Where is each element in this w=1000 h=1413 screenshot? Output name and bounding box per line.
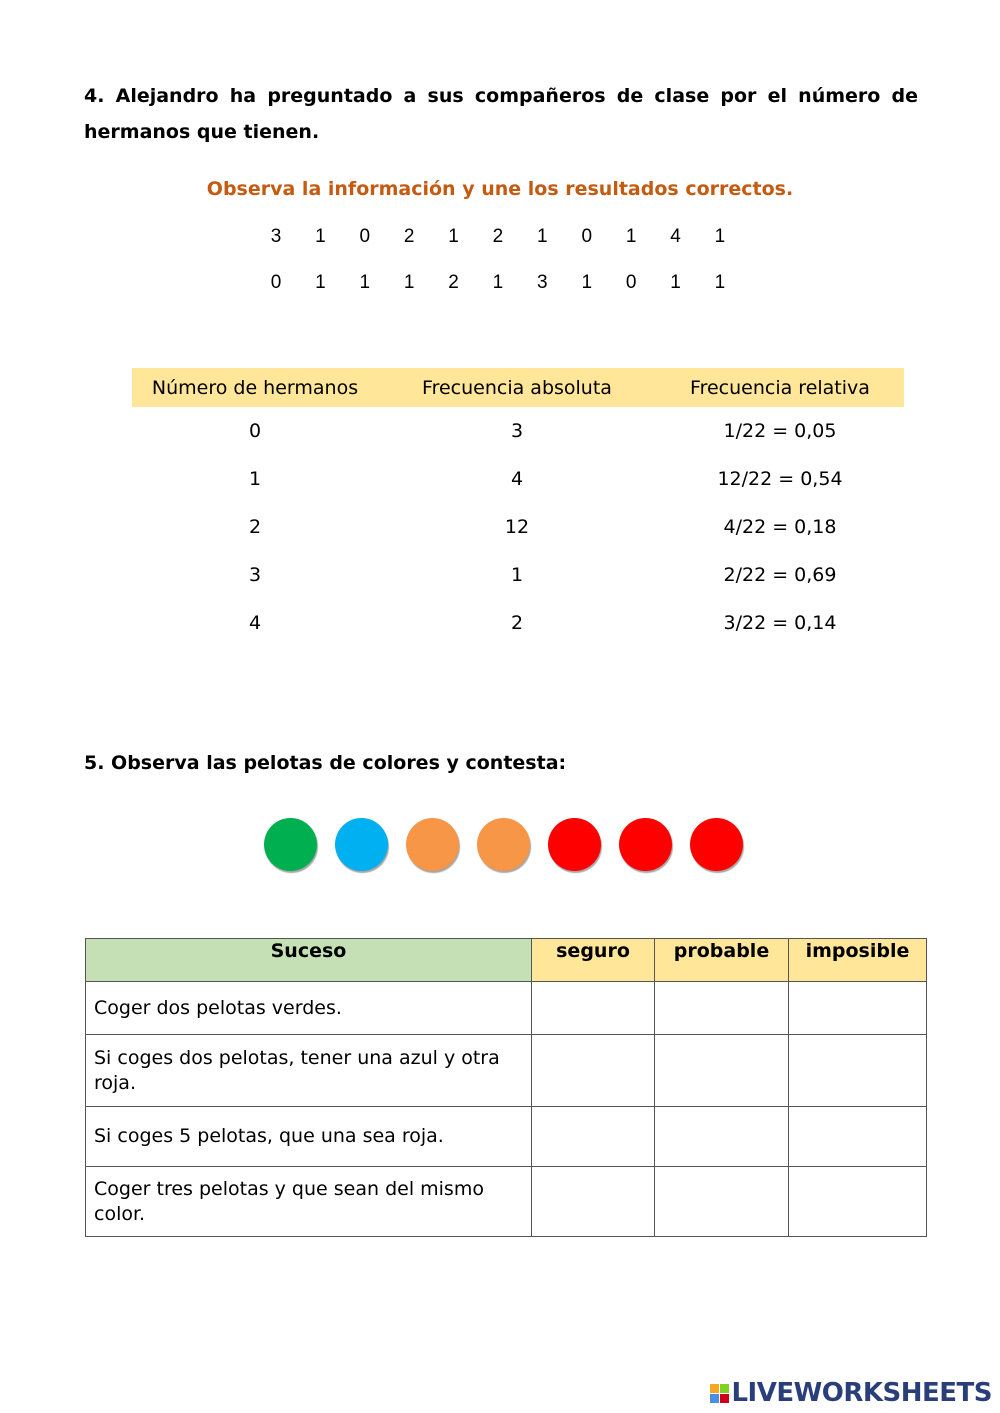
event-text: Si coges 5 pelotas, que una sea roja. (86, 1107, 532, 1167)
table-row[interactable] (132, 551, 904, 599)
question-4-text: 4. Alejandro ha preguntado a sus compañeros de clase por el número de hermanos que tienen. (84, 85, 918, 143)
data-value: 0 (270, 272, 282, 293)
data-value: 1 (581, 272, 593, 293)
cell-abs[interactable]: 4 (510, 468, 524, 490)
cell-abs[interactable]: 2 (510, 612, 524, 634)
question-4-instruction: Observa la información y une los resultados correctos. (206, 178, 794, 200)
cell-probable[interactable] (655, 1167, 789, 1237)
cell-imposible[interactable] (789, 1167, 927, 1237)
header-frecuencia-absoluta: Frecuencia absoluta (422, 376, 612, 399)
cell-hermanos: 4 (248, 612, 262, 634)
data-value: 2 (448, 272, 459, 293)
table-row (86, 1035, 927, 1107)
cell-seguro[interactable] (532, 982, 655, 1035)
liveworksheets-logo (710, 1378, 992, 1408)
data-value: 1 (625, 226, 637, 247)
cell-abs[interactable]: 12 (504, 516, 530, 538)
data-value: 1 (714, 226, 726, 247)
cell-rel[interactable]: 12/22 = 0,54 (717, 468, 843, 490)
cell-abs[interactable]: 3 (510, 420, 524, 442)
data-value: 4 (670, 226, 681, 247)
cell-rel[interactable]: 4/22 = 0,18 (723, 516, 837, 538)
data-value: 1 (714, 272, 726, 293)
table-row[interactable] (132, 407, 904, 455)
frequency-table (132, 368, 904, 647)
cell-rel[interactable]: 3/22 = 0,14 (723, 612, 837, 634)
table-row (86, 1107, 927, 1167)
data-value: 3 (537, 272, 548, 293)
data-value: 1 (448, 226, 459, 247)
data-value: 1 (537, 226, 548, 247)
data-value: 2 (492, 226, 504, 247)
event-text: Coger tres pelotas y que sean del mismo color. (86, 1167, 532, 1237)
data-value: 1 (359, 272, 371, 293)
red-ball (619, 818, 672, 871)
cell-imposible[interactable] (789, 1035, 927, 1107)
header-numero-hermanos: Número de hermanos (151, 376, 359, 399)
table-row[interactable] (132, 599, 904, 647)
cell-hermanos: 0 (248, 420, 262, 442)
cell-seguro[interactable] (532, 1107, 655, 1167)
data-value: 1 (403, 272, 415, 293)
data-value: 1 (670, 272, 681, 293)
data-value: 1 (492, 272, 504, 293)
red-ball (690, 818, 743, 871)
event-text: Si coges dos pelotas, tener una azul y otra roja. (86, 1035, 532, 1107)
red-ball (548, 818, 601, 871)
cell-hermanos: 3 (248, 564, 262, 586)
colored-balls (264, 818, 743, 871)
cell-seguro[interactable] (532, 1035, 655, 1107)
table-row (86, 1167, 927, 1237)
blue-ball (335, 818, 388, 871)
orange-ball (406, 818, 459, 871)
cell-seguro[interactable] (532, 1167, 655, 1237)
data-value: 0 (581, 226, 593, 247)
data-row-1 (264, 226, 732, 248)
table-row[interactable] (132, 503, 904, 551)
cell-rel[interactable]: 2/22 = 0,69 (723, 564, 837, 586)
header-imposible: imposible (789, 939, 927, 982)
data-value: 1 (315, 272, 326, 293)
data-value: 2 (403, 226, 415, 247)
frequency-table-header (132, 368, 904, 407)
header-suceso: Suceso (86, 939, 532, 982)
cell-hermanos: 2 (248, 516, 262, 538)
orange-ball (477, 818, 530, 871)
logo-text: LIVEWORKSHEETS (731, 1378, 992, 1408)
green-ball (264, 818, 317, 871)
cell-hermanos: 1 (248, 468, 262, 490)
events-table-header (86, 939, 927, 982)
cell-probable[interactable] (655, 1035, 789, 1107)
data-value: 0 (625, 272, 637, 293)
event-text: Coger dos pelotas verdes. (86, 982, 532, 1035)
header-probable: probable (655, 939, 789, 982)
header-frecuencia-relativa: Frecuencia relativa (690, 376, 870, 399)
header-seguro: seguro (532, 939, 655, 982)
data-row-2 (264, 272, 732, 294)
data-value: 3 (270, 226, 282, 247)
cell-abs[interactable]: 1 (510, 564, 524, 586)
data-value: 0 (359, 226, 371, 247)
cell-probable[interactable] (655, 1107, 789, 1167)
events-table (85, 938, 927, 1237)
table-row[interactable] (132, 455, 904, 503)
cell-imposible[interactable] (789, 1107, 927, 1167)
cell-imposible[interactable] (789, 982, 927, 1035)
table-row (86, 982, 927, 1035)
cell-rel[interactable]: 1/22 = 0,05 (723, 420, 837, 442)
question-5-text: 5. Observa las pelotas de colores y contesta: (84, 752, 567, 774)
cell-probable[interactable] (655, 982, 789, 1035)
logo-icon (710, 1384, 729, 1403)
data-value: 1 (315, 226, 326, 247)
